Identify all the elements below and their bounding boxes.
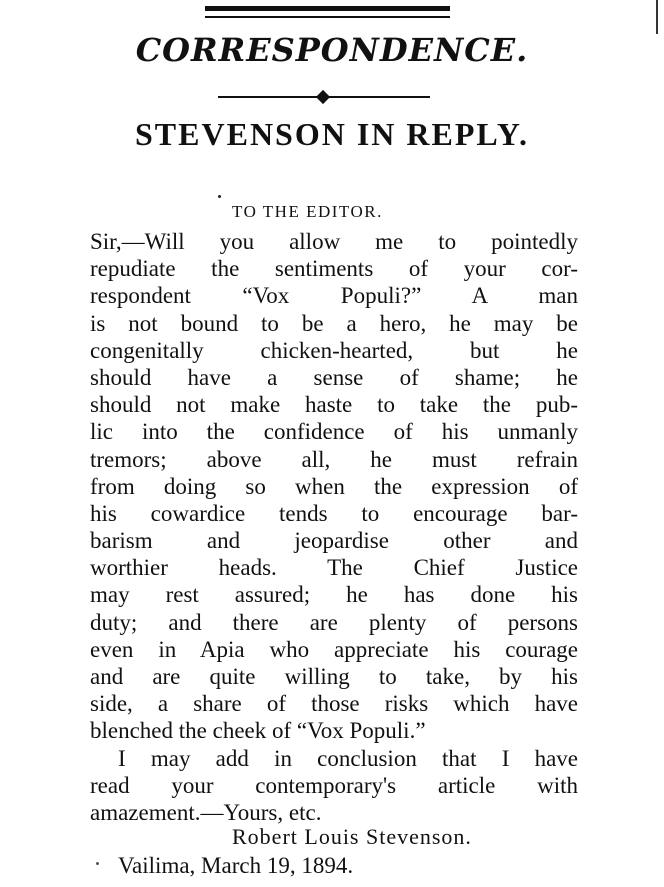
- addressee-line: TO THE EDITOR.: [232, 202, 383, 221]
- letter-line: duty; and there are plenty of persons: [90, 609, 578, 635]
- letter-line: read your contemporary's article with: [90, 772, 578, 798]
- top-rule-thin: [205, 16, 450, 18]
- letter-line: even in Apia who appreciate his courage: [90, 636, 578, 662]
- letter-line: and are quite willing to take, by his: [90, 664, 578, 689]
- letter-line: may rest assured; he has done his: [90, 582, 578, 608]
- letter-line: is not bound to be a hero, he may be: [90, 310, 578, 336]
- dateline: Vailima, March 19, 1894.: [118, 853, 354, 878]
- letter-line: I may add in conclusion that I have: [118, 745, 578, 771]
- letter-line: worthier heads. The Chief Justice: [90, 555, 578, 581]
- letter-body: [90, 228, 578, 826]
- ornament-divider: [218, 90, 430, 104]
- letter-line: congenitally chicken-hearted, but he: [90, 337, 578, 363]
- letter-line: blenched the cheek of “Vox Populi.”: [90, 718, 426, 744]
- letter-line: side, a share of those risks which have: [90, 691, 578, 717]
- letter-line: his cowardice tends to encourage bar-: [90, 500, 578, 526]
- letter-line: lic into the confidence of his unmanly: [90, 419, 578, 445]
- letter-line: Sir,—Will you allow me to pointedly: [90, 229, 578, 254]
- section-heading: CORRESPONDENCE.: [135, 31, 529, 69]
- letter-line: from doing so when the expression of: [90, 473, 578, 499]
- ornament-diamond-icon: [316, 90, 330, 104]
- letter-line: tremors; above all, he must refrain: [90, 446, 578, 472]
- print-speck: [218, 195, 221, 198]
- letter-line: repudiate the sentiments of your cor-: [90, 256, 578, 282]
- letter-line: barism and jeopardise other and: [90, 528, 578, 554]
- letter-line: should not make haste to take the pub-: [90, 392, 578, 418]
- print-speck: [96, 862, 99, 865]
- letter-line: amazement.—Yours, etc.: [90, 799, 322, 825]
- signature-line: Robert Louis Stevenson.: [232, 824, 472, 849]
- letter-line: should have a sense of shame; he: [90, 364, 578, 390]
- letter-line: respondent “Vox Populi?” A man: [90, 283, 578, 309]
- article-headline: STEVENSON IN REPLY.: [135, 116, 529, 152]
- top-rule-thick: [205, 6, 450, 11]
